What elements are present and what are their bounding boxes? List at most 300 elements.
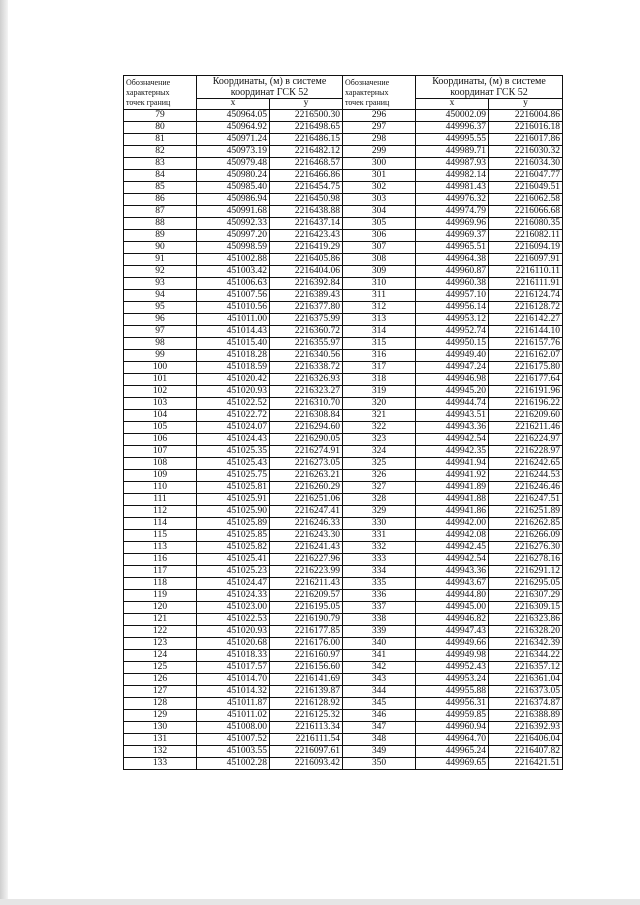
y-coordinate-left: 2216141.69 xyxy=(270,674,343,686)
y-coordinate-left: 2216097.61 xyxy=(270,746,343,758)
y-coordinate-right: 2216177.64 xyxy=(489,374,563,386)
point-number-right: 350 xyxy=(343,758,416,770)
point-number-right: 298 xyxy=(343,134,416,146)
point-label-line: точек границ xyxy=(345,97,390,107)
x-coordinate-left: 451025.90 xyxy=(197,506,270,518)
scan-bottom-edge xyxy=(0,899,640,905)
point-number-left: 103 xyxy=(124,398,197,410)
y-coordinate-left: 2216113.34 xyxy=(270,722,343,734)
x-coordinate-right: 449946.82 xyxy=(416,614,489,626)
point-number-right: 336 xyxy=(343,590,416,602)
y-coordinate-left: 2216156.60 xyxy=(270,662,343,674)
x-coordinate-right: 449964.70 xyxy=(416,734,489,746)
point-number-left: 128 xyxy=(124,698,197,710)
y-coordinate-left: 2216128.92 xyxy=(270,698,343,710)
point-number-left: 112 xyxy=(124,506,197,518)
x-coordinate-right: 450002.09 xyxy=(416,110,489,122)
y-coordinate-right: 2216211.46 xyxy=(489,422,563,434)
point-number-left: 101 xyxy=(124,374,197,386)
x-coordinate-right: 449996.37 xyxy=(416,122,489,134)
x-axis-header-left: x xyxy=(197,99,270,110)
table-row xyxy=(124,722,563,734)
y-coordinate-right: 2216196.22 xyxy=(489,398,563,410)
table-row xyxy=(124,182,563,194)
y-coordinate-left: 2216274.91 xyxy=(270,446,343,458)
x-coordinate-left: 451006.63 xyxy=(197,278,270,290)
x-coordinate-left: 450985.40 xyxy=(197,182,270,194)
coordinates-title-line: Координаты, (м) в системе xyxy=(212,76,327,87)
x-coordinate-right: 449981.43 xyxy=(416,182,489,194)
y-coordinate-left: 2216423.43 xyxy=(270,230,343,242)
y-axis-header-left: y xyxy=(270,99,343,110)
point-number-left: 102 xyxy=(124,386,197,398)
table-row xyxy=(124,242,563,254)
x-coordinate-left: 451025.81 xyxy=(197,482,270,494)
point-number-right: 343 xyxy=(343,674,416,686)
table-header xyxy=(124,76,563,110)
x-coordinate-right: 449942.35 xyxy=(416,446,489,458)
x-coordinate-left: 450992.33 xyxy=(197,218,270,230)
x-coordinate-left: 451014.43 xyxy=(197,326,270,338)
y-coordinate-right: 2216406.04 xyxy=(489,734,563,746)
point-number-right: 302 xyxy=(343,182,416,194)
x-coordinate-right: 449960.38 xyxy=(416,278,489,290)
point-number-left: 95 xyxy=(124,302,197,314)
table-row xyxy=(124,446,563,458)
y-coordinate-left: 2216338.72 xyxy=(270,362,343,374)
point-number-right: 303 xyxy=(343,194,416,206)
table-row xyxy=(124,686,563,698)
y-coordinate-left: 2216195.05 xyxy=(270,602,343,614)
x-coordinate-left: 451010.56 xyxy=(197,302,270,314)
y-coordinate-right: 2216276.30 xyxy=(489,542,563,554)
y-coordinate-right: 2216110.11 xyxy=(489,266,563,278)
y-coordinate-left: 2216176.00 xyxy=(270,638,343,650)
point-number-right: 325 xyxy=(343,458,416,470)
y-coordinate-left: 2216243.30 xyxy=(270,530,343,542)
y-coordinate-right: 2216082.11 xyxy=(489,230,563,242)
x-coordinate-right: 449949.66 xyxy=(416,638,489,650)
table-row xyxy=(124,650,563,662)
x-coordinate-right: 449949.40 xyxy=(416,350,489,362)
y-coordinate-right: 2216191.96 xyxy=(489,386,563,398)
x-coordinate-left: 451024.47 xyxy=(197,578,270,590)
x-coordinate-right: 449982.14 xyxy=(416,170,489,182)
x-coordinate-left: 450979.48 xyxy=(197,158,270,170)
table-row xyxy=(124,254,563,266)
x-coordinate-right: 449945.00 xyxy=(416,602,489,614)
y-coordinate-right: 2216328.20 xyxy=(489,626,563,638)
point-number-right: 347 xyxy=(343,722,416,734)
point-number-right: 342 xyxy=(343,662,416,674)
x-coordinate-left: 451007.56 xyxy=(197,290,270,302)
point-number-left: 123 xyxy=(124,638,197,650)
table-row xyxy=(124,746,563,758)
point-number-right: 304 xyxy=(343,206,416,218)
coordinates-table xyxy=(123,75,563,770)
coordinates-title-line: координат ГСК 52 xyxy=(230,87,309,98)
x-coordinate-right: 449959.85 xyxy=(416,710,489,722)
x-coordinate-left: 451025.89 xyxy=(197,518,270,530)
point-number-left: 108 xyxy=(124,458,197,470)
y-coordinate-left: 2216482.12 xyxy=(270,146,343,158)
y-coordinate-right: 2216421.51 xyxy=(489,758,563,770)
point-number-left: 96 xyxy=(124,314,197,326)
table-row xyxy=(124,530,563,542)
x-coordinate-left: 451003.42 xyxy=(197,266,270,278)
point-number-right: 349 xyxy=(343,746,416,758)
table-row xyxy=(124,662,563,674)
table-row xyxy=(124,602,563,614)
table-row xyxy=(124,482,563,494)
point-number-right: 335 xyxy=(343,578,416,590)
y-coordinate-right: 2216162.07 xyxy=(489,350,563,362)
table-row xyxy=(124,206,563,218)
x-coordinate-left: 451020.42 xyxy=(197,374,270,386)
y-coordinate-right: 2216175.80 xyxy=(489,362,563,374)
y-coordinate-left: 2216500.30 xyxy=(270,110,343,122)
point-number-right: 306 xyxy=(343,230,416,242)
y-coordinate-left: 2216308.84 xyxy=(270,410,343,422)
table-row xyxy=(124,458,563,470)
y-coordinate-left: 2216454.75 xyxy=(270,182,343,194)
y-coordinate-right: 2216066.68 xyxy=(489,206,563,218)
x-coordinate-right: 449941.89 xyxy=(416,482,489,494)
coordinates-title-line: Координаты, (м) в системе xyxy=(432,76,546,87)
table-row xyxy=(124,542,563,554)
point-number-left: 92 xyxy=(124,266,197,278)
y-coordinate-right: 2216373.05 xyxy=(489,686,563,698)
table-row xyxy=(124,194,563,206)
y-coordinate-right: 2216047.77 xyxy=(489,170,563,182)
table-row xyxy=(124,338,563,350)
point-number-right: 307 xyxy=(343,242,416,254)
y-coordinate-right: 2216407.82 xyxy=(489,746,563,758)
point-number-right: 341 xyxy=(343,650,416,662)
point-number-right: 309 xyxy=(343,266,416,278)
point-number-left: 90 xyxy=(124,242,197,254)
point-number-left: 114 xyxy=(124,518,197,530)
table-row xyxy=(124,314,563,326)
x-coordinate-right: 449941.86 xyxy=(416,506,489,518)
point-number-left: 94 xyxy=(124,290,197,302)
x-coordinate-left: 450973.19 xyxy=(197,146,270,158)
x-coordinate-left: 451020.68 xyxy=(197,638,270,650)
x-coordinate-right: 449946.98 xyxy=(416,374,489,386)
x-coordinate-right: 449944.80 xyxy=(416,590,489,602)
x-coordinate-right: 449953.12 xyxy=(416,314,489,326)
x-coordinate-right: 449941.94 xyxy=(416,458,489,470)
point-number-left: 99 xyxy=(124,350,197,362)
table-row xyxy=(124,674,563,686)
point-number-left: 113 xyxy=(124,542,197,554)
y-coordinate-right: 2216062.58 xyxy=(489,194,563,206)
x-coordinate-left: 451011.00 xyxy=(197,314,270,326)
y-coordinate-left: 2216437.14 xyxy=(270,218,343,230)
table-row xyxy=(124,506,563,518)
x-coordinate-left: 451003.55 xyxy=(197,746,270,758)
y-coordinate-right: 2216124.74 xyxy=(489,290,563,302)
x-coordinate-left: 451011.87 xyxy=(197,698,270,710)
point-number-right: 301 xyxy=(343,170,416,182)
point-number-right: 315 xyxy=(343,338,416,350)
point-number-left: 93 xyxy=(124,278,197,290)
table-row xyxy=(124,554,563,566)
point-number-left: 121 xyxy=(124,614,197,626)
table-row xyxy=(124,398,563,410)
x-coordinate-left: 451025.41 xyxy=(197,554,270,566)
y-coordinate-left: 2216466.86 xyxy=(270,170,343,182)
point-number-left: 125 xyxy=(124,662,197,674)
x-coordinate-right: 449965.24 xyxy=(416,746,489,758)
y-coordinate-left: 2216377.80 xyxy=(270,302,343,314)
x-coordinate-left: 450964.92 xyxy=(197,122,270,134)
x-coordinate-left: 451002.28 xyxy=(197,758,270,770)
point-number-left: 105 xyxy=(124,422,197,434)
y-coordinate-left: 2216294.60 xyxy=(270,422,343,434)
table-row xyxy=(124,122,563,134)
x-coordinate-right: 449969.65 xyxy=(416,758,489,770)
x-coordinate-right: 449969.96 xyxy=(416,218,489,230)
x-coordinate-right: 449941.92 xyxy=(416,470,489,482)
y-coordinate-right: 2216228.97 xyxy=(489,446,563,458)
table-row xyxy=(124,134,563,146)
table-row xyxy=(124,362,563,374)
point-number-left: 120 xyxy=(124,602,197,614)
y-coordinate-left: 2216375.99 xyxy=(270,314,343,326)
point-number-left: 81 xyxy=(124,134,197,146)
x-coordinate-right: 449947.43 xyxy=(416,626,489,638)
y-coordinate-right: 2216295.05 xyxy=(489,578,563,590)
table-row xyxy=(124,410,563,422)
point-number-left: 106 xyxy=(124,434,197,446)
x-coordinate-left: 450986.94 xyxy=(197,194,270,206)
x-coordinate-right: 449960.87 xyxy=(416,266,489,278)
y-coordinate-left: 2216263.21 xyxy=(270,470,343,482)
point-number-right: 333 xyxy=(343,554,416,566)
x-coordinate-left: 451018.33 xyxy=(197,650,270,662)
table-row xyxy=(124,158,563,170)
point-number-left: 86 xyxy=(124,194,197,206)
point-number-left: 126 xyxy=(124,674,197,686)
point-number-left: 122 xyxy=(124,626,197,638)
point-number-left: 80 xyxy=(124,122,197,134)
point-number-right: 322 xyxy=(343,422,416,434)
y-coordinate-left: 2216392.84 xyxy=(270,278,343,290)
y-coordinate-left: 2216227.96 xyxy=(270,554,343,566)
point-number-right: 312 xyxy=(343,302,416,314)
x-coordinate-right: 449976.32 xyxy=(416,194,489,206)
point-label-line: Обозначение xyxy=(345,77,390,87)
point-number-right: 331 xyxy=(343,530,416,542)
y-coordinate-left: 2216326.93 xyxy=(270,374,343,386)
y-coordinate-right: 2216004.86 xyxy=(489,110,563,122)
point-number-right: 321 xyxy=(343,410,416,422)
x-coordinate-left: 450971.24 xyxy=(197,134,270,146)
y-coordinate-left: 2216355.97 xyxy=(270,338,343,350)
y-coordinate-left: 2216450.98 xyxy=(270,194,343,206)
y-coordinate-right: 2216244.53 xyxy=(489,470,563,482)
x-coordinate-left: 451007.52 xyxy=(197,734,270,746)
table-row xyxy=(124,290,563,302)
x-coordinate-right: 449942.45 xyxy=(416,542,489,554)
x-coordinate-right: 449953.24 xyxy=(416,674,489,686)
point-label-line: характерных xyxy=(345,87,389,97)
table-row xyxy=(124,434,563,446)
y-coordinate-right: 2216251.89 xyxy=(489,506,563,518)
x-coordinate-right: 449949.98 xyxy=(416,650,489,662)
table-row xyxy=(124,710,563,722)
y-coordinate-right: 2216128.72 xyxy=(489,302,563,314)
x-coordinate-right: 449952.43 xyxy=(416,662,489,674)
y-coordinate-left: 2216223.99 xyxy=(270,566,343,578)
table-row xyxy=(124,698,563,710)
x-coordinate-right: 449942.00 xyxy=(416,518,489,530)
x-coordinate-right: 449942.54 xyxy=(416,434,489,446)
point-number-left: 118 xyxy=(124,578,197,590)
y-coordinate-left: 2216290.05 xyxy=(270,434,343,446)
point-number-left: 127 xyxy=(124,686,197,698)
x-coordinate-right: 449995.55 xyxy=(416,134,489,146)
point-number-left: 91 xyxy=(124,254,197,266)
x-coordinate-right: 449956.31 xyxy=(416,698,489,710)
y-coordinate-left: 2216139.87 xyxy=(270,686,343,698)
point-number-left: 85 xyxy=(124,182,197,194)
x-coordinate-right: 449944.74 xyxy=(416,398,489,410)
x-coordinate-right: 449941.88 xyxy=(416,494,489,506)
point-number-left: 87 xyxy=(124,206,197,218)
x-coordinate-right: 449950.15 xyxy=(416,338,489,350)
point-number-left: 84 xyxy=(124,170,197,182)
y-coordinate-left: 2216438.88 xyxy=(270,206,343,218)
x-coordinate-right: 449942.08 xyxy=(416,530,489,542)
table-row xyxy=(124,590,563,602)
x-coordinate-right: 449965.51 xyxy=(416,242,489,254)
point-number-right: 305 xyxy=(343,218,416,230)
point-label-line: Обозначение xyxy=(126,77,171,87)
y-coordinate-left: 2216125.32 xyxy=(270,710,343,722)
y-coordinate-right: 2216034.30 xyxy=(489,158,563,170)
coordinates-title-line: координат ГСК 52 xyxy=(450,87,528,98)
x-coordinate-left: 451024.07 xyxy=(197,422,270,434)
x-coordinate-left: 451024.33 xyxy=(197,590,270,602)
table-row xyxy=(124,302,563,314)
x-coordinate-left: 451014.70 xyxy=(197,674,270,686)
table-row xyxy=(124,626,563,638)
y-coordinate-right: 2216323.86 xyxy=(489,614,563,626)
x-coordinate-left: 451022.52 xyxy=(197,398,270,410)
point-label-header-right xyxy=(343,76,416,110)
x-coordinate-left: 451025.91 xyxy=(197,494,270,506)
point-number-right: 316 xyxy=(343,350,416,362)
scan-left-edge xyxy=(0,0,8,905)
table-row xyxy=(124,386,563,398)
point-number-right: 313 xyxy=(343,314,416,326)
y-coordinate-right: 2216307.29 xyxy=(489,590,563,602)
point-number-left: 82 xyxy=(124,146,197,158)
x-coordinate-right: 449969.37 xyxy=(416,230,489,242)
point-number-left: 79 xyxy=(124,110,197,122)
y-coordinate-left: 2216405.86 xyxy=(270,254,343,266)
y-coordinate-left: 2216251.06 xyxy=(270,494,343,506)
point-number-left: 88 xyxy=(124,218,197,230)
table-row xyxy=(124,110,563,122)
point-number-left: 110 xyxy=(124,482,197,494)
point-number-right: 346 xyxy=(343,710,416,722)
y-coordinate-right: 2216309.15 xyxy=(489,602,563,614)
x-coordinate-left: 451020.93 xyxy=(197,626,270,638)
table-row xyxy=(124,218,563,230)
point-number-left: 104 xyxy=(124,410,197,422)
y-coordinate-left: 2216486.15 xyxy=(270,134,343,146)
y-coordinate-left: 2216190.79 xyxy=(270,614,343,626)
y-coordinate-left: 2216177.85 xyxy=(270,626,343,638)
y-coordinate-left: 2216273.05 xyxy=(270,458,343,470)
x-coordinate-left: 451017.57 xyxy=(197,662,270,674)
table-row xyxy=(124,494,563,506)
x-coordinate-left: 451025.23 xyxy=(197,566,270,578)
y-axis-header-right: y xyxy=(489,99,563,110)
point-number-right: 324 xyxy=(343,446,416,458)
y-coordinate-right: 2216049.51 xyxy=(489,182,563,194)
x-coordinate-left: 451025.85 xyxy=(197,530,270,542)
x-coordinate-left: 451015.40 xyxy=(197,338,270,350)
table-row xyxy=(124,230,563,242)
x-coordinate-left: 450997.20 xyxy=(197,230,270,242)
coordinates-title-right xyxy=(416,76,563,99)
x-coordinate-left: 450980.24 xyxy=(197,170,270,182)
y-coordinate-right: 2216344.22 xyxy=(489,650,563,662)
y-coordinate-right: 2216342.39 xyxy=(489,638,563,650)
x-coordinate-left: 451018.59 xyxy=(197,362,270,374)
point-number-right: 320 xyxy=(343,398,416,410)
table-row xyxy=(124,566,563,578)
y-coordinate-left: 2216247.41 xyxy=(270,506,343,518)
y-coordinate-left: 2216246.33 xyxy=(270,518,343,530)
y-coordinate-left: 2216310.70 xyxy=(270,398,343,410)
point-number-left: 133 xyxy=(124,758,197,770)
point-number-right: 318 xyxy=(343,374,416,386)
point-number-left: 131 xyxy=(124,734,197,746)
x-coordinate-right: 449945.20 xyxy=(416,386,489,398)
point-number-right: 330 xyxy=(343,518,416,530)
x-coordinate-left: 451023.00 xyxy=(197,602,270,614)
point-number-right: 296 xyxy=(343,110,416,122)
y-coordinate-right: 2216392.93 xyxy=(489,722,563,734)
y-coordinate-left: 2216260.29 xyxy=(270,482,343,494)
x-coordinate-right: 449957.10 xyxy=(416,290,489,302)
x-coordinate-right: 449952.74 xyxy=(416,326,489,338)
point-number-right: 327 xyxy=(343,482,416,494)
point-number-left: 111 xyxy=(124,494,197,506)
point-number-right: 297 xyxy=(343,122,416,134)
point-number-right: 311 xyxy=(343,290,416,302)
table-row xyxy=(124,374,563,386)
y-coordinate-right: 2216242.65 xyxy=(489,458,563,470)
point-number-left: 116 xyxy=(124,554,197,566)
y-coordinate-right: 2216361.04 xyxy=(489,674,563,686)
point-number-right: 326 xyxy=(343,470,416,482)
x-coordinate-left: 451025.43 xyxy=(197,458,270,470)
y-coordinate-left: 2216111.54 xyxy=(270,734,343,746)
table-row xyxy=(124,758,563,770)
y-coordinate-left: 2216498.65 xyxy=(270,122,343,134)
x-coordinate-left: 451002.88 xyxy=(197,254,270,266)
point-number-right: 337 xyxy=(343,602,416,614)
y-coordinate-right: 2216291.12 xyxy=(489,566,563,578)
x-axis-header-right: x xyxy=(416,99,489,110)
point-number-left: 124 xyxy=(124,650,197,662)
